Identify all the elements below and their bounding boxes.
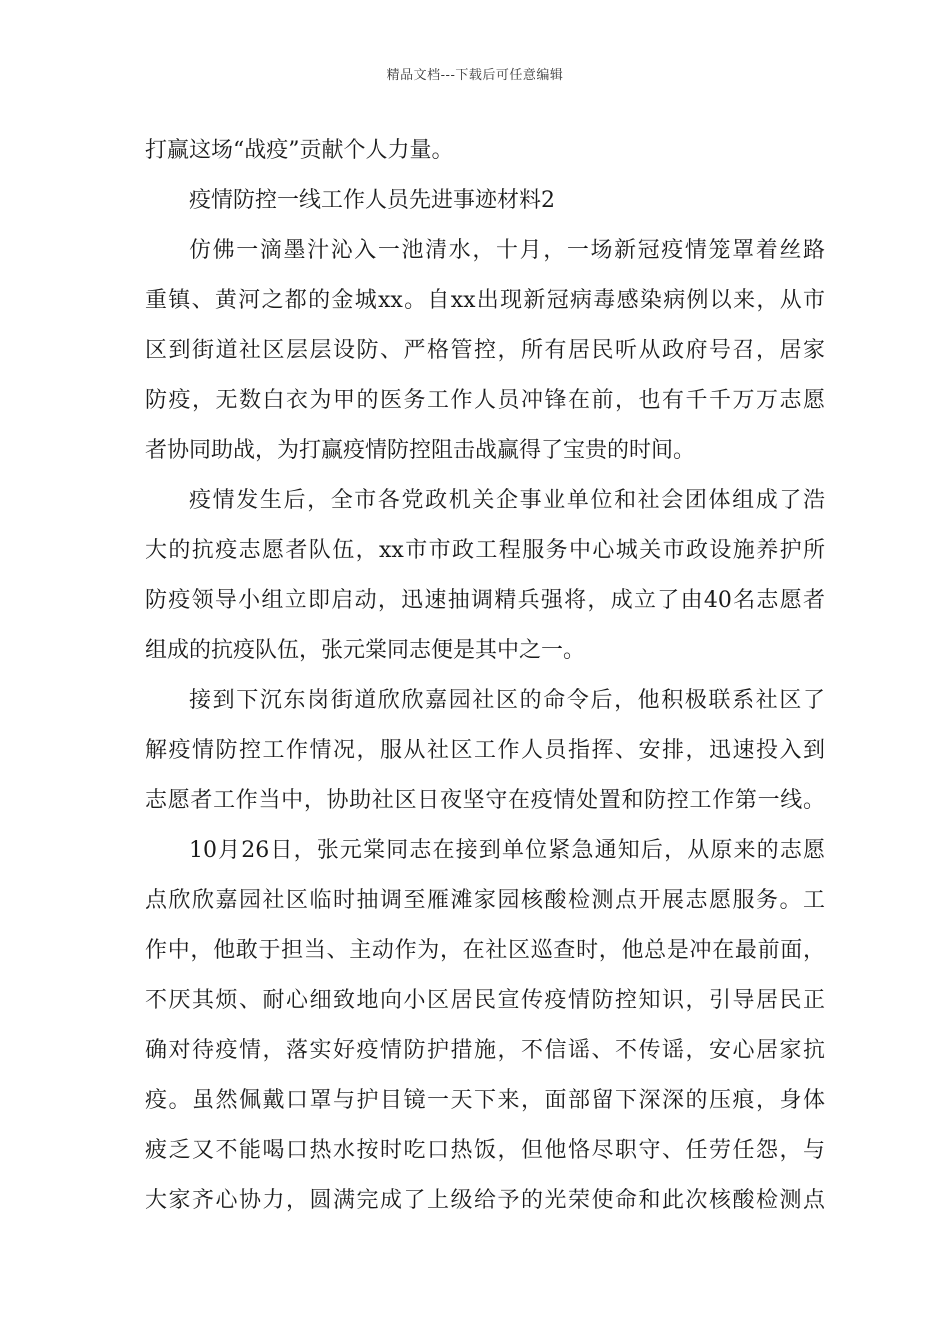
text-line: 解疫情防控工作情况，服从社区工作人员指挥、安排，迅速投入到 (145, 738, 825, 763)
document-body (145, 126, 825, 1226)
text-line: 者协同助战，为打赢疫情防控阻击战赢得了宝贵的时间。 (145, 438, 696, 463)
text-line: 疲乏又不能喝口热水按时吃口热饭，但他恪尽职守、任劳任怨，与 (145, 1138, 825, 1163)
page-header: 精品文档---下载后可任意编辑 (386, 68, 564, 83)
text-line: 仿佛一滴墨汁沁入一池清水，十月，一场新冠疫情笼罩着丝路 (189, 238, 825, 263)
text-line: 防疫，无数白衣为甲的医务工作人员冲锋在前，也有千千万万志愿 (145, 388, 825, 413)
text-line: 大的抗疫志愿者队伍，xx市市政工程服务中心城关市政设施养护所 (145, 538, 825, 563)
text-line: 确对待疫情，落实好疫情防护措施，不信谣、不传谣，安心居家抗 (145, 1038, 825, 1063)
section-title: 疫情防控一线工作人员先进事迹材料2 (189, 188, 555, 213)
text-line: 大家齐心协力，圆满完成了上级给予的光荣使命和此次核酸检测点 (145, 1188, 825, 1213)
text-line: 接到下沉东岗街道欣欣嘉园社区的命令后，他积极联系社区了 (189, 688, 825, 713)
text-line: 不厌其烦、耐心细致地向小区居民宣传疫情防控知识，引导居民正 (145, 988, 825, 1013)
text-line: 组成的抗疫队伍，张元棠同志便是其中之一。 (145, 638, 586, 663)
text-line: 作中，他敢于担当、主动作为，在社区巡查时，他总是冲在最前面， (145, 938, 825, 963)
text-line: 点欣欣嘉园社区临时抽调至雁滩家园核酸检测点开展志愿服务。工 (145, 888, 825, 913)
text-line: 区到街道社区层层设防、严格管控，所有居民听从政府号召，居家 (145, 338, 825, 363)
text-line: 志愿者工作当中，协助社区日夜坚守在疫情处置和防控工作第一线。 (145, 788, 825, 813)
text-line: 防疫领导小组立即启动，迅速抽调精兵强将，成立了由40名志愿者 (145, 588, 825, 613)
text-line: 打赢这场“战疫”贡献个人力量。 (145, 138, 454, 163)
text-line: 疫情发生后，全市各党政机关企事业单位和社会团体组成了浩 (189, 488, 825, 513)
text-line: 10月26日，张元棠同志在接到单位紧急通知后，从原来的志愿 (189, 838, 825, 863)
text-line: 疫。虽然佩戴口罩与护目镜一天下来，面部留下深深的压痕，身体 (145, 1088, 825, 1113)
text-line: 重镇、黄河之都的金城xx。自xx出现新冠病毒感染病例以来，从市 (145, 288, 825, 313)
